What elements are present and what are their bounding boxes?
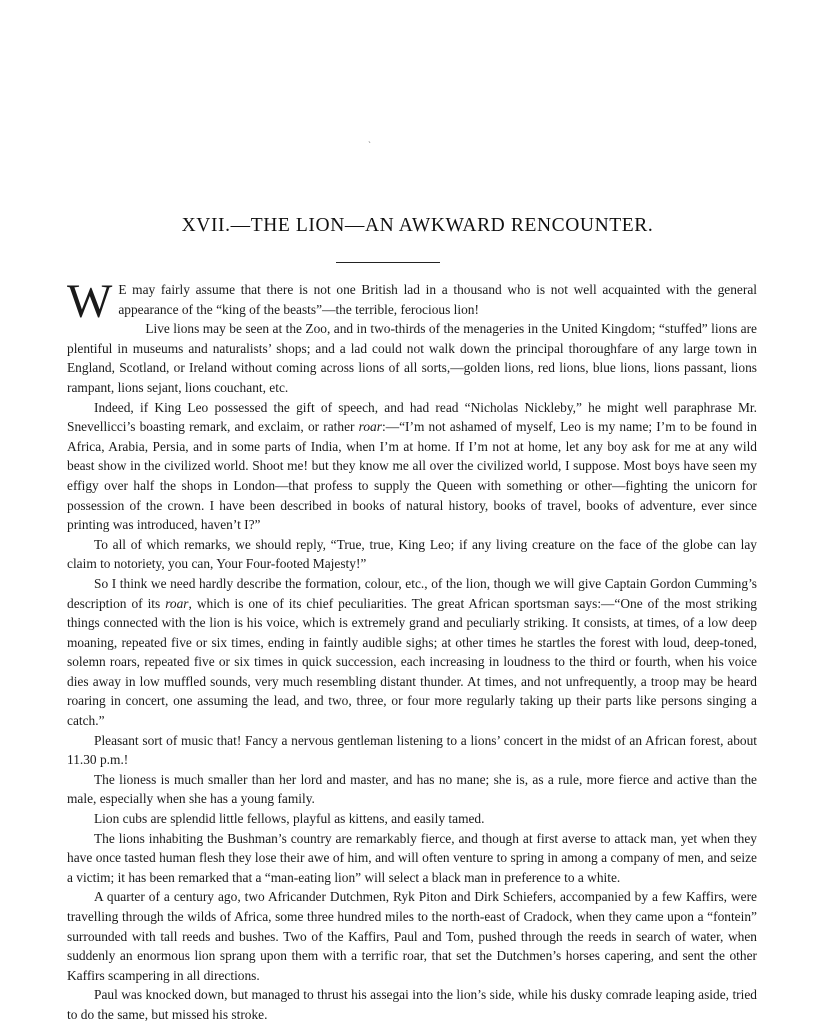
paragraph-5-text-a: So I think we need hardly describe the formation, colour, etc., of the lion, though we will give Captain Gordon Cumming’s description of its (67, 575, 757, 611)
chapter-title: XVII.—THE LION—AN AWKWARD RENCOUNTER. (181, 215, 654, 236)
paragraph-5 (67, 574, 757, 731)
paragraph-3-text-c: :—“I’m not ashamed of myself, Leo is my name; I’m to be found in Africa, Arabia, Persia, and in some parts of India, when I’m at home. If I’m not at home, let any boy ask for me at any wild beast show in the civilized world. Shoot me! but they know me all over the civilized world, I suppose. Most boys have seen my effigy over half the shops in London—that profess to supply the Queen with something or other—fighting the unicorn for possession of the crown. I have been described in books of natural history, books of travel, books of adventure, ever since printing was introduced, haven’t I?” (67, 419, 757, 533)
paragraph-9: The lions inhabiting the Bushman’s country are remarkably fierce, and though at first averse to attack man, yet when they have once tasted human flesh they lose their awe of him, and will often venture to spring in among a company of men, and seize a victim; it has been remarked that a “man-eating lion” will select a black man in preference to a white. (67, 830, 757, 885)
paragraph-2: Live lions may be seen at the Zoo, and in two-thirds of the menageries in the United Kingdom; “stuffed” lions are plentiful in museums and naturalists’ shops; and a lad could not walk down the principal thoroughfare of any large town in England, Scotland, or Ireland without coming across lions of all sorts,—golden lions, red lions, blue lions, lions passant, lions rampant, lions sejant, lions couchant, etc. (67, 321, 757, 395)
paragraph-1 (67, 275, 757, 328)
ink-speck: ˎ (368, 133, 371, 143)
title-rule (336, 262, 440, 263)
chapter-body (67, 275, 757, 1025)
paragraph-4: To all of which remarks, we should reply, “True, true, King Leo; if any living creature on the face of the globe can lay claim to notoriety, you can, Your Four-footed Majesty!” (67, 536, 757, 572)
drop-cap: W (67, 275, 113, 328)
paragraph-11: Paul was knocked down, but managed to thrust his assegai into the lion’s side, while his dusky comrade leaping aside, tried to do the same, but missed his stroke. (67, 987, 757, 1022)
paragraph-6: Pleasant sort of music that! Fancy a nervous gentleman listening to a lions’ concert in the midst of an African forest, about 11.30 p.m.! (67, 732, 757, 768)
paragraph-10: A quarter of a century ago, two Africander Dutchmen, Ryk Piton and Dirk Schiefers, accompanied by a few Kaffirs, were travelling through the wilds of Africa, some three hundred miles to the north-east of Cradock, when they came upon a “fontein” surrounded with tall reeds and bushes. Two of the Kaffirs, Paul and Tom, pushed through the reeds in search of water, when suddenly an enormous lion sprang upon them with a terrific roar, that set the Dutchmen’s horses capering, and sent the other Kaffirs scampering in all directions. (67, 889, 757, 983)
paragraph-7: The lioness is much smaller than her lord and master, and has no mane; she is, as a rule, more fierce and active than the male, especially when she has a young family. (67, 771, 757, 807)
paragraph-8: Lion cubs are splendid little fellows, playful as kittens, and easily tamed. (94, 811, 485, 827)
paragraph-3 (67, 398, 757, 535)
paragraph-1-text: E may fairly assume that there is not one British lad in a thousand who is not well acquainted with the general appearance of the “king of the beasts”—the terrible, ferocious lion! (118, 282, 757, 317)
paragraph-5-text-c: , which is one of its chief peculiarities. The great African sportsman says:—“One of the most striking things connected with the lion is his voice, which is extremely grand and peculiarly striking. It consists, at times, of a low deep moaning, repeated five or six times, ending in faintly audible sighs; at other times he startles the forest with loud, deep-toned, solemn roars, repeated five or six times in quick succession, each increasing in loudness to the third or fourth, when his voice dies away in low muffled sounds, very much resembling distant thunder. At times, and not unfrequently, a troop may be heard roaring in concert, one assuming the lead, and two, three, or four more regularly taking up their parts like persons singing a catch.” (67, 595, 757, 729)
paragraph-5-italic: roar (165, 595, 189, 611)
paragraph-3-text-a: Indeed, if King Leo possessed the gift of speech, and had read “Nicholas Nickleby,” he might well paraphrase Mr. Snevellicci’s boasting remark, and exclaim, or rather (67, 399, 757, 435)
paragraph-3-italic: roar (358, 419, 382, 435)
